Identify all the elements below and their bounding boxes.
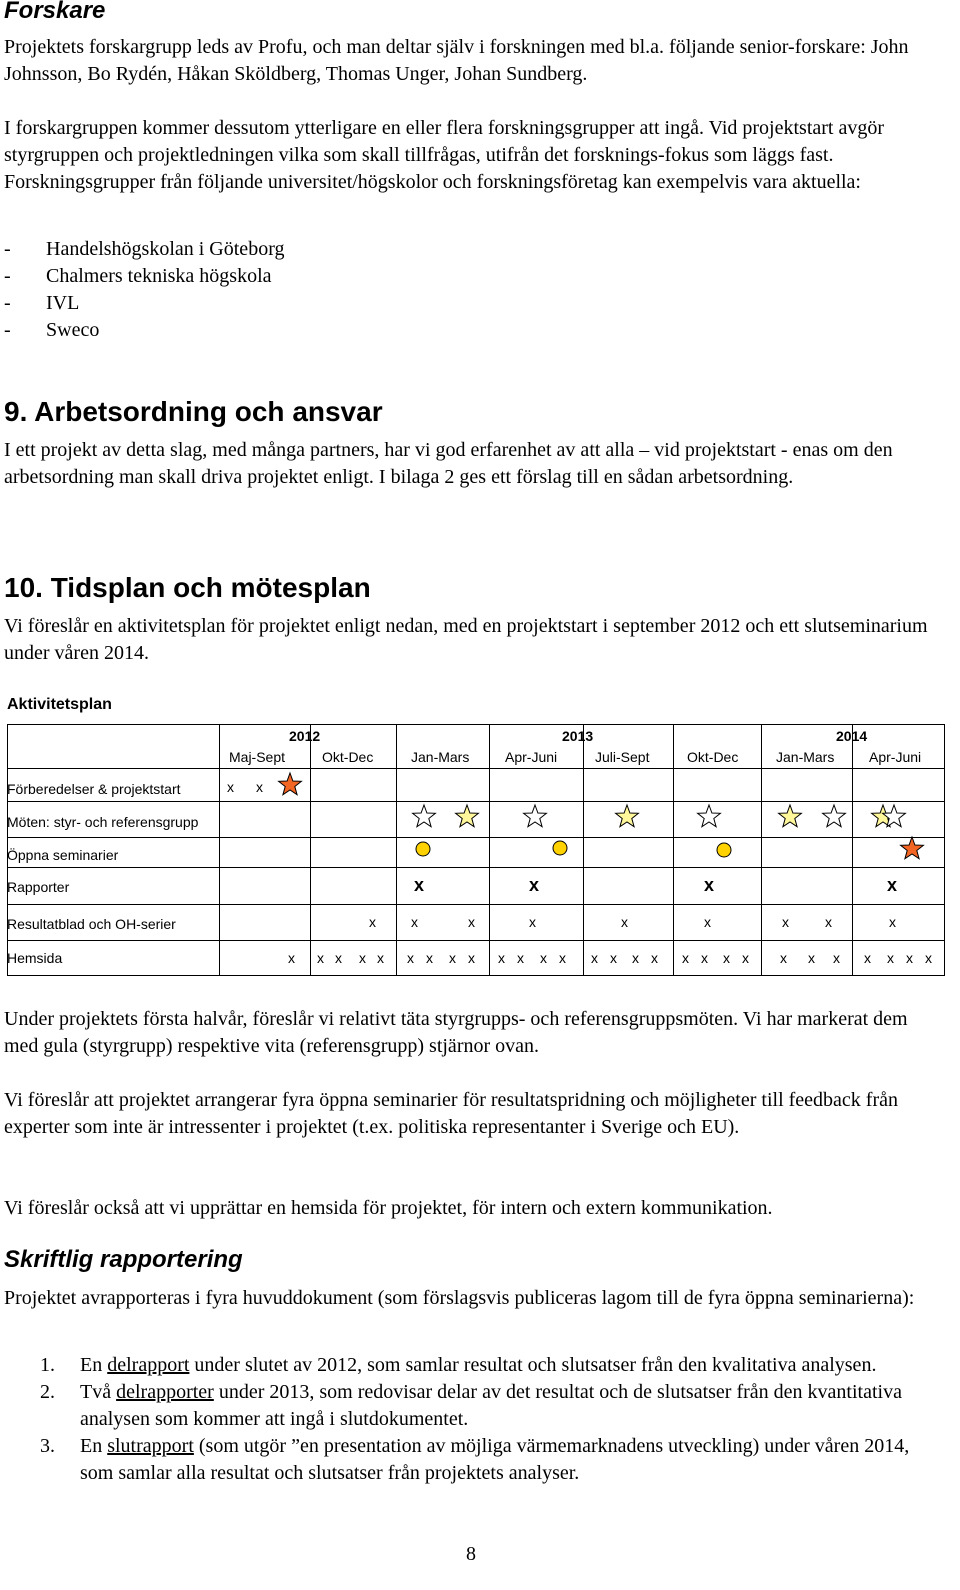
reference-group-star-icon (413, 805, 436, 827)
report-list (4, 1352, 944, 1487)
result-mark-x: x (369, 914, 376, 930)
web-mark-x: x (591, 950, 598, 966)
web-mark-x: x (468, 950, 475, 966)
heading-skriftlig-rapportering: Skriftlig rapportering (4, 1246, 243, 1273)
web-mark-x: x (407, 950, 414, 966)
final-seminar-star-icon (901, 837, 924, 859)
result-mark-x: x (704, 914, 711, 930)
list-item: - Handelshögskolan i Göteborg (4, 238, 285, 260)
web-mark-x: x (906, 950, 913, 966)
list-item: 3. En slutrapport (som utgör ”en presentation av möjliga värmemarknadens utveckling) under våren 2014, som samlar alla resultat och slutsatser från projektets analyser. (40, 1435, 910, 1484)
page-number: 8 (466, 1543, 476, 1565)
result-mark-x: x (468, 914, 475, 930)
after-paragraph-3: Vi föreslår också att vi upprättar en hemsida för projektet, för intern och extern kommunikation. (4, 1197, 773, 1219)
reference-group-star-icon (823, 805, 846, 827)
row-label-seminarier: Öppna seminarier (7, 847, 119, 863)
period-okt-dec: Okt-Dec (322, 749, 374, 765)
row-label-resultatblad: Resultatblad och OH-serier (7, 916, 176, 932)
list-item: 2. Två delrapporter under 2013, som redovisar delar av det resultat och de slutsatser från den kvantitativa analysen som kommer att ingå i slutdokumentet. (40, 1381, 902, 1430)
heading-section-9: 9. Arbetsordning och ansvar (4, 396, 383, 427)
period-jan-mars-2: Jan-Mars (776, 749, 835, 765)
period-jan-mars: Jan-Mars (411, 749, 470, 765)
web-mark-x: x (288, 950, 295, 966)
list-item: 1. En delrapport under slutet av 2012, som samlar resultat och slutsatser från den kvalitativa analysen. (40, 1354, 877, 1376)
plan-title: Aktivitetsplan (7, 696, 112, 713)
reference-group-star-icon (698, 805, 721, 827)
web-mark-x: x (701, 950, 708, 966)
web-mark-x: x (682, 950, 689, 966)
web-mark-x: x (723, 950, 730, 966)
web-mark-x: x (426, 950, 433, 966)
period-apr-juni-2: Apr-Juni (869, 749, 922, 765)
after-paragraph-2: Vi föreslår att projektet arrangerar fyra öppna seminarier för resultatspridning och möjligheter till feedback från experter som inte är intressenter i projektet (t.ex. politiska representanter i Sverige och EU). (4, 1089, 898, 1138)
web-mark-x: x (359, 950, 366, 966)
web-mark-x: x (651, 950, 658, 966)
row-label-rapporter: Rapporter (7, 879, 70, 895)
period-okt-dec-2: Okt-Dec (687, 749, 739, 765)
seminar-circle-icon (416, 842, 430, 856)
research-group-list (4, 236, 285, 344)
web-mark-x: x (742, 950, 749, 966)
period-apr-juni: Apr-Juni (505, 749, 558, 765)
section-10-text: Vi föreslår en aktivitetsplan för projektet enligt nedan, med en projektstart i september 2012 och ett slutseminarium under våren 2014. (4, 615, 928, 664)
web-mark-x: x (335, 950, 342, 966)
period-maj-sept: Maj-Sept (229, 749, 286, 765)
web-mark-x: x (559, 950, 566, 966)
row-label-moten: Möten: styr- och referensgrupp (7, 814, 199, 830)
result-mark-x: x (411, 914, 418, 930)
rapport-intro: Projektet avrapporteras i fyra huvuddokument (som förslagsvis publiceras lagom till de fyra öppna seminarierna): (4, 1287, 915, 1309)
web-mark-x: x (632, 950, 639, 966)
list-item: - Sweco (4, 319, 100, 341)
web-mark-x: x (610, 950, 617, 966)
web-mark-x: x (449, 950, 456, 966)
project-start-star-icon (279, 773, 302, 795)
year-2014: 2014 (836, 728, 868, 744)
web-mark-x: x (864, 950, 871, 966)
heading-section-10: 10. Tidsplan och mötesplan (4, 572, 371, 603)
steering-group-star-icon (456, 805, 479, 827)
seminar-circle-icon (553, 841, 567, 855)
web-mark-x: x (377, 950, 384, 966)
steering-group-star-icon (616, 805, 639, 827)
reference-group-star-icon (524, 805, 547, 827)
forskare-paragraph-2: I forskargruppen kommer dessutom ytterligare en eller flera forskningsgrupper att ingå. Vid projektstart avgör styrgruppen och projektledningen vilka som skall tillfrågas, utifrån det forsknings-fokus som läggs fast. Forskningsgrupper från följande universitet/högskolor och forskningsföretag kan exempelvis vara aktuella: (4, 117, 885, 193)
report-mark-x: x (414, 875, 425, 895)
period-juli-sept: Juli-Sept (595, 749, 650, 765)
report-mark-x: x (887, 875, 898, 895)
row-label-forberedelser: Förberedelser & projektstart (7, 781, 181, 797)
result-mark-x: x (889, 914, 896, 930)
report-mark-x: x (704, 875, 715, 895)
web-mark-x: x (540, 950, 547, 966)
list-item: - IVL (4, 292, 80, 314)
web-mark-x: x (317, 950, 324, 966)
result-mark-x: x (621, 914, 628, 930)
heading-forskare: Forskare (4, 0, 106, 24)
web-mark-x: x (925, 950, 932, 966)
web-mark-x: x (780, 950, 787, 966)
forskare-paragraph-1: Projektets forskargrupp leds av Profu, och man deltar själv i forskningen med bl.a. följande senior-forskare: John Johnsson, Bo Rydén, Håkan Sköldberg, Thomas Unger, Johan Sundberg. (4, 36, 909, 85)
section-9-text: I ett projekt av detta slag, med många partners, har vi god erfarenhet av att alla – vid projektstart - enas om den arbetsordning man skall driva projektet enligt. I bilaga 2 ges ett förslag till en sådan arbetsordning. (4, 439, 893, 488)
seminar-circle-icon (717, 843, 731, 857)
year-2012: 2012 (289, 728, 321, 744)
web-mark-x: x (808, 950, 815, 966)
list-item: - Chalmers tekniska högskola (4, 265, 272, 287)
activity-plan (7, 724, 945, 977)
web-mark-x: x (833, 950, 840, 966)
row-label-hemsida: Hemsida (7, 950, 63, 966)
after-paragraph-1: Under projektets första halvår, föreslår vi relativt täta styrgrupps- och referensgruppsmöten. Vi har markerat dem med gula (styrgrupp) respektive vita (referensgrupp) stjärnor ovan. (4, 1008, 908, 1057)
web-mark-x: x (498, 950, 505, 966)
web-mark-x: x (887, 950, 894, 966)
web-mark-x: x (517, 950, 524, 966)
report-mark-x: x (529, 875, 540, 895)
mark-x: x (227, 779, 234, 795)
year-2013: 2013 (562, 728, 594, 744)
result-mark-x: x (825, 914, 832, 930)
mark-x: x (256, 779, 263, 795)
steering-group-star-icon (779, 805, 802, 827)
result-mark-x: x (529, 914, 536, 930)
result-mark-x: x (782, 914, 789, 930)
